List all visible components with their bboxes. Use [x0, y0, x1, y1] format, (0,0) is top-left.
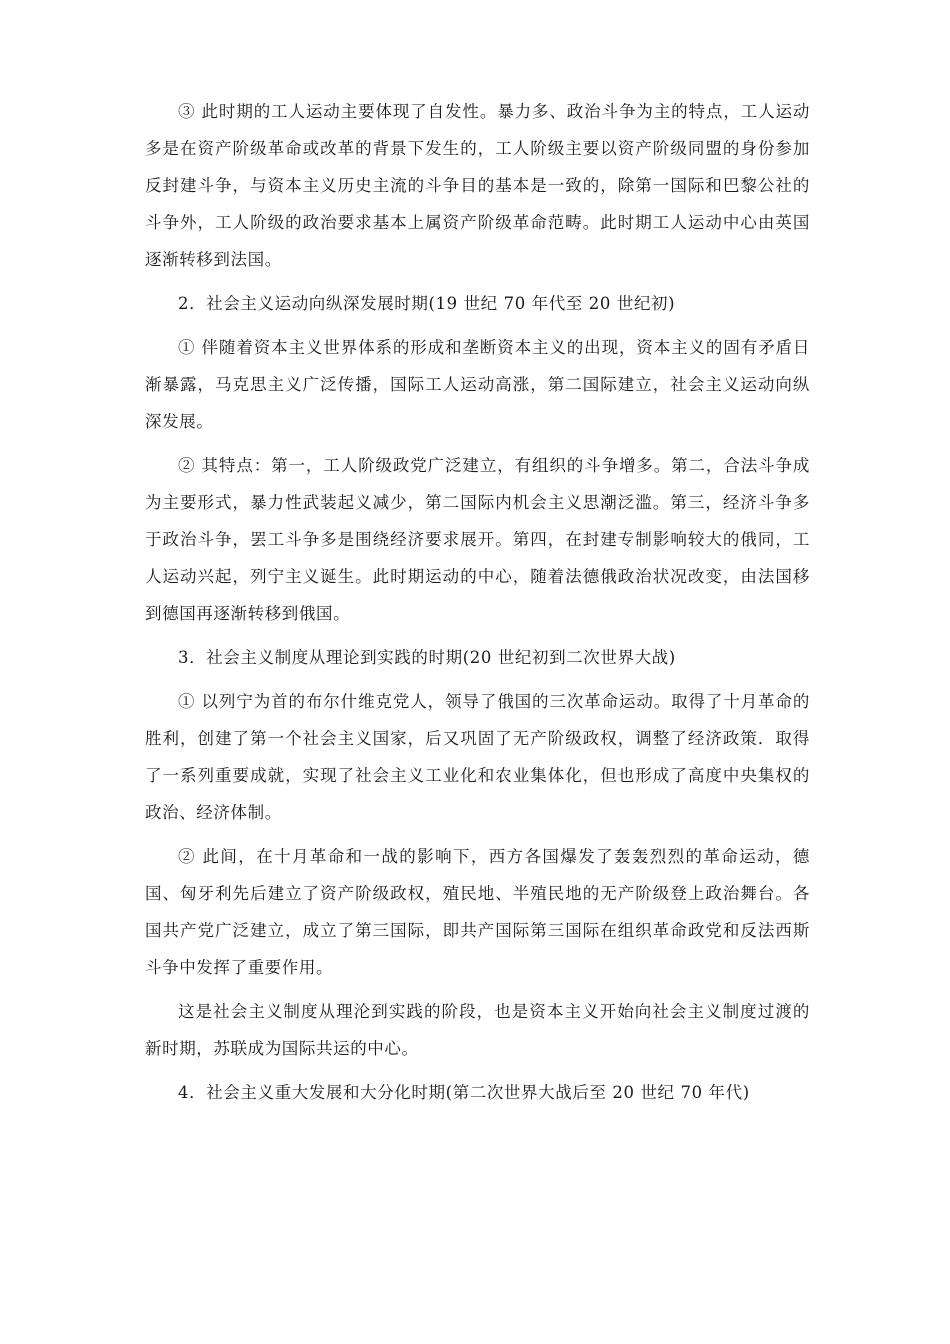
- paragraph-western-revolutions: ② 此间，在十月革命和一战的影响下，西方各国爆发了轰轰烈烈的革命运动，德国、匈牙利先后建立了资产阶级政权，殖民地、半殖民地的无产阶级登上政治舞台。各国共产党广泛建立，成立了第三国际，即共产国际第三国际在组织革命政党和反法西斯斗争中发挥了重要作用。: [145, 847, 810, 977]
- paragraph-worker-movement-features: ③ 此时期的工人运动主要体现了自发性。暴力多、政治斗争为主的特点，工人运动多是在资产阶级革命或改革的背景下发生的，工人阶级主要以资产阶级同盟的身份参加反封建斗争，与资本主义历史主流的斗争目的基本是一致的，除第一国际和巴黎公社的斗争外，工人阶级的政治要求基本上属资产阶级革命范畴。此时期工人运动中心由英国逐渐转移到法国。: [145, 102, 810, 269]
- paragraph-transition-period: 这是社会主义制度从理沦到实践的阶段，也是资本主义开始向社会主义制度过渡的新时期，苏联成为国际共运的中心。: [145, 1002, 810, 1058]
- paragraph-characteristics: ② 其特点：第一，工人阶级政党广泛建立，有组织的斗争增多。第二，合法斗争成为主要形式，暴力性武装起义减少，第二国际内机会主义思潮泛滥。第三，经济斗争多于政治斗争，罢工斗争多是围绕经济要求展开。第四，在封建专制影响较大的俄同，工人运动兴起，列宁主义诞生。此时期运动的中心，随着法德俄政治状况改变，由法国移到德国再逐渐转移到俄国。: [145, 456, 810, 623]
- paragraph-deep-development: ① 伴随着资本主义世界体系的形成和垄断资本主义的出现，资本主义的固有矛盾日渐暴露，马克思主义广泛传播，国际工人运动高涨，第二国际建立，社会主义运动向纵深发展。: [145, 338, 810, 431]
- section-heading-4: 4．社会主义重大发展和大分化时期(第二次世界大战后至 20 世纪 70 年代): [178, 1083, 750, 1102]
- section-heading-3: 3．社会主义制度从理论到实践的时期(20 世纪初到二次世界大战): [178, 648, 676, 667]
- document-body: [145, 93, 810, 1118]
- section-heading-2: 2．社会主义运动向纵深发展时期(19 世纪 70 年代至 20 世纪初): [178, 294, 676, 313]
- paragraph-bolshevik-revolution: ① 以列宁为首的布尔什维克党人，领导了俄国的三次革命运动。取得了十月革命的胜利，创建了第一个社会主义国家，后又巩固了无产阶级政权，调整了经济政策．取得了一系列重要成就，实现了社会主义工业化和农业集体化，但也形成了高度中央集权的政治、经济体制。: [145, 692, 810, 822]
